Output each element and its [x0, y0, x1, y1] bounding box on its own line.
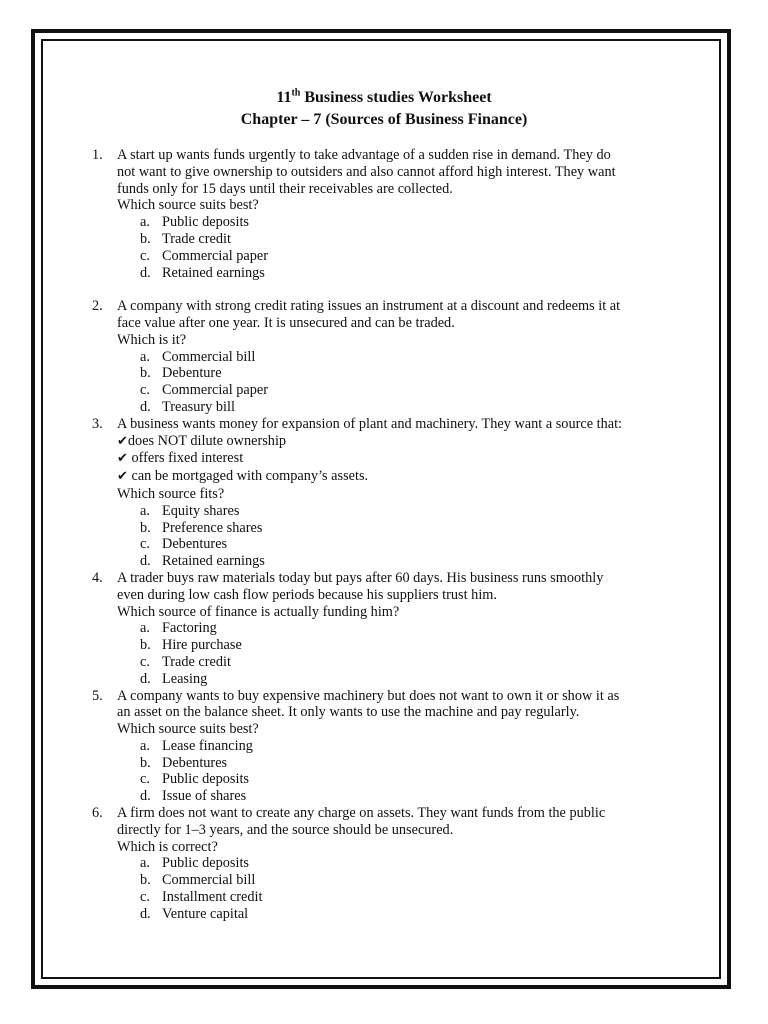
page-subtitle: Chapter – 7 (Sources of Business Finance): [240, 111, 528, 128]
option-a: a. Factoring: [140, 620, 217, 637]
check-icon: ✔: [117, 469, 128, 485]
option-c: c. Installment credit: [140, 889, 263, 906]
question-text: even during low cash flow periods because his suppliers trust him.: [117, 586, 497, 603]
option-b: b. Preference shares: [140, 519, 263, 536]
question-text: A firm does not want to create any charge on assets. They want funds from the public: [117, 805, 606, 822]
question-3: [86, 416, 686, 503]
question-6: [86, 805, 686, 855]
option-b: b. Hire purchase: [140, 637, 242, 654]
question-prompt: Which source fits?: [117, 485, 225, 502]
worksheet-questions: [86, 147, 686, 923]
option-a: a. Public deposits: [140, 855, 249, 872]
question-text: funds only for 15 days until their receivables are collected.: [117, 180, 453, 197]
question-prompt: Which source suits best?: [117, 197, 259, 214]
question-2: [86, 298, 686, 348]
question-5: [86, 688, 686, 738]
question-text: A trader buys raw materials today but pays after 60 days. His business runs smoothly: [117, 569, 604, 586]
option-a: a. Equity shares: [140, 502, 240, 519]
option-a: a. Lease financing: [140, 737, 253, 754]
option-c: c. Commercial paper: [140, 382, 268, 399]
option-d: d. Retained earnings: [140, 264, 265, 281]
question-prompt: Which source of finance is actually funding him?: [117, 603, 400, 620]
question-number: 2.: [92, 298, 103, 315]
question-number: 4.: [92, 569, 103, 586]
option-d: d. Issue of shares: [140, 788, 247, 805]
option-d: d. Venture capital: [140, 905, 249, 922]
requirement-1: ✔does NOT dilute ownership: [117, 432, 287, 449]
question-text: an asset on the balance sheet. It only wants to use the machine and pay regularly.: [117, 704, 580, 721]
option-d: d. Leasing: [140, 670, 208, 687]
question-number: 1.: [92, 147, 103, 163]
option-a: a. Commercial bill: [140, 348, 256, 365]
option-b: b. Debentures: [140, 754, 228, 771]
question-prompt: Which is it?: [117, 331, 187, 348]
option-d: d. Retained earnings: [140, 553, 265, 570]
check-icon: ✔: [117, 433, 128, 449]
question-prompt: Which is correct?: [117, 838, 218, 855]
option-d: d. Treasury bill: [140, 398, 235, 415]
question-text: not want to give ownership to outsiders and also cannot afford high interest. They want: [117, 163, 616, 180]
question-text: A company wants to buy expensive machinery but does not want to own it or show it as: [117, 687, 620, 704]
question-text: face value after one year. It is unsecured and can be traded.: [117, 314, 455, 331]
question-prompt: Which source suits best?: [117, 721, 259, 738]
option-b: b. Trade credit: [140, 230, 231, 247]
option-b: b. Debenture: [140, 365, 222, 382]
question-text: A start up wants funds urgently to take advantage of a sudden rise in demand. They do: [117, 147, 611, 163]
question-text: directly for 1–3 years, and the source should be unsecured.: [117, 821, 454, 838]
requirement-3: ✔ can be mortgaged with company’s assets.: [117, 468, 369, 485]
option-b: b. Commercial bill: [140, 872, 256, 889]
question-number: 5.: [92, 687, 103, 704]
option-c: c. Trade credit: [140, 653, 231, 670]
page-title: 11th Business studies Worksheet: [276, 87, 492, 106]
question-1: [86, 147, 686, 214]
question-text: A business wants money for expansion of plant and machinery. They want a source that:: [117, 415, 623, 432]
option-c: c. Debentures: [140, 536, 228, 553]
check-icon: ✔: [117, 451, 128, 467]
option-a: a. Public deposits: [140, 214, 249, 231]
question-number: 3.: [92, 415, 103, 432]
requirement-2: ✔ offers fixed interest: [117, 450, 244, 467]
question-text: A company with strong credit rating issues an instrument at a discount and redeems it at: [117, 298, 621, 315]
option-c: c. Public deposits: [140, 771, 249, 788]
question-number: 6.: [92, 805, 103, 822]
option-c: c. Commercial paper: [140, 247, 268, 264]
question-4: [86, 570, 686, 620]
